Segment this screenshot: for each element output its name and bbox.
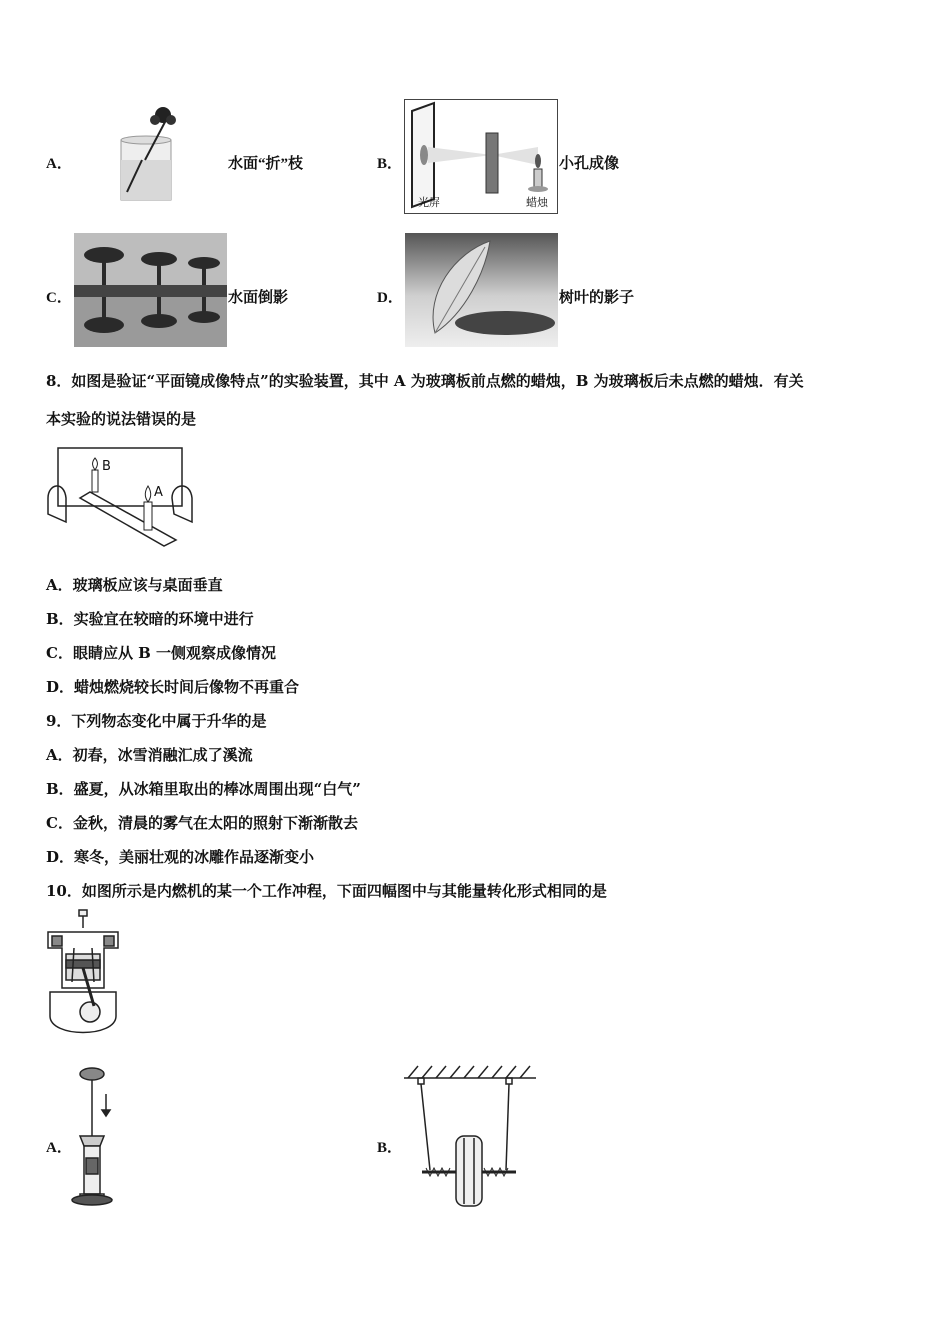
q8-stem-line-2: 本实验的说法错误的是 — [46, 410, 197, 428]
q8-mirror-apparatus-figure — [44, 444, 194, 548]
q8-candle-b-label: B — [102, 459, 111, 474]
q8-option-a: A．玻璃板应该与桌面垂直 — [46, 576, 223, 594]
q10-option-a-image — [70, 1066, 116, 1208]
q7-option-a-letter: A． — [46, 156, 72, 172]
q10-option-b-letter: B． — [377, 1140, 403, 1156]
q9-option-c: C．金秋，清晨的雾气在太阳的照射下渐渐散去 — [46, 814, 358, 832]
q9-stem: 9．下列物态变化中属于升华的是 — [46, 712, 267, 730]
q7-option-c-letter: C． — [46, 290, 72, 306]
q10-option-a-letter: A． — [46, 1140, 72, 1156]
q10-engine-figure — [44, 908, 122, 1044]
q7-option-d-image — [405, 233, 558, 347]
q7-option-c-image — [74, 233, 227, 347]
q7-option-a-image — [115, 100, 185, 206]
q8-option-b: B．实验宜在较暗的环境中进行 — [46, 610, 254, 628]
q7-b-candle-label: 蜡烛 — [526, 196, 548, 209]
q8-option-d: D．蜡烛燃烧较长时间后像物不再重合 — [46, 678, 300, 696]
q7-option-b-letter: B． — [377, 156, 403, 172]
q8-option-c: C．眼睛应从 B 一侧观察成像情况 — [46, 644, 277, 662]
q10-option-b-image — [402, 1064, 538, 1208]
q7-option-d-caption: 树叶的影子 — [559, 290, 635, 306]
q7-option-d-letter: D． — [377, 290, 403, 306]
q7-option-c-caption: 水面倒影 — [228, 290, 289, 306]
q8-candle-a-label: A — [154, 485, 163, 500]
q9-option-d: D．寒冬，美丽壮观的冰雕作品逐渐变小 — [46, 848, 315, 866]
q7-b-screen-label: 光屏 — [418, 196, 440, 209]
q7-option-a-caption: 水面“折”枝 — [228, 156, 304, 172]
q8-stem-line-1: 8．如图是验证“平面镜成像特点”的实验装置，其中 A 为玻璃板前点燃的蜡烛，B 为玻璃板后未点燃的蜡烛．有关 — [46, 372, 804, 390]
q10-stem: 10．如图所示是内燃机的某一个工作冲程，下面四幅图中与其能量转化形式相同的是 — [46, 882, 607, 900]
q9-option-b: B．盛夏，从冰箱里取出的棒冰周围出现“白气” — [46, 780, 361, 798]
q9-option-a: A．初春，冰雪消融汇成了溪流 — [46, 746, 253, 764]
q7-option-b-image — [404, 99, 558, 214]
q7-option-b-caption: 小孔成像 — [559, 156, 620, 172]
